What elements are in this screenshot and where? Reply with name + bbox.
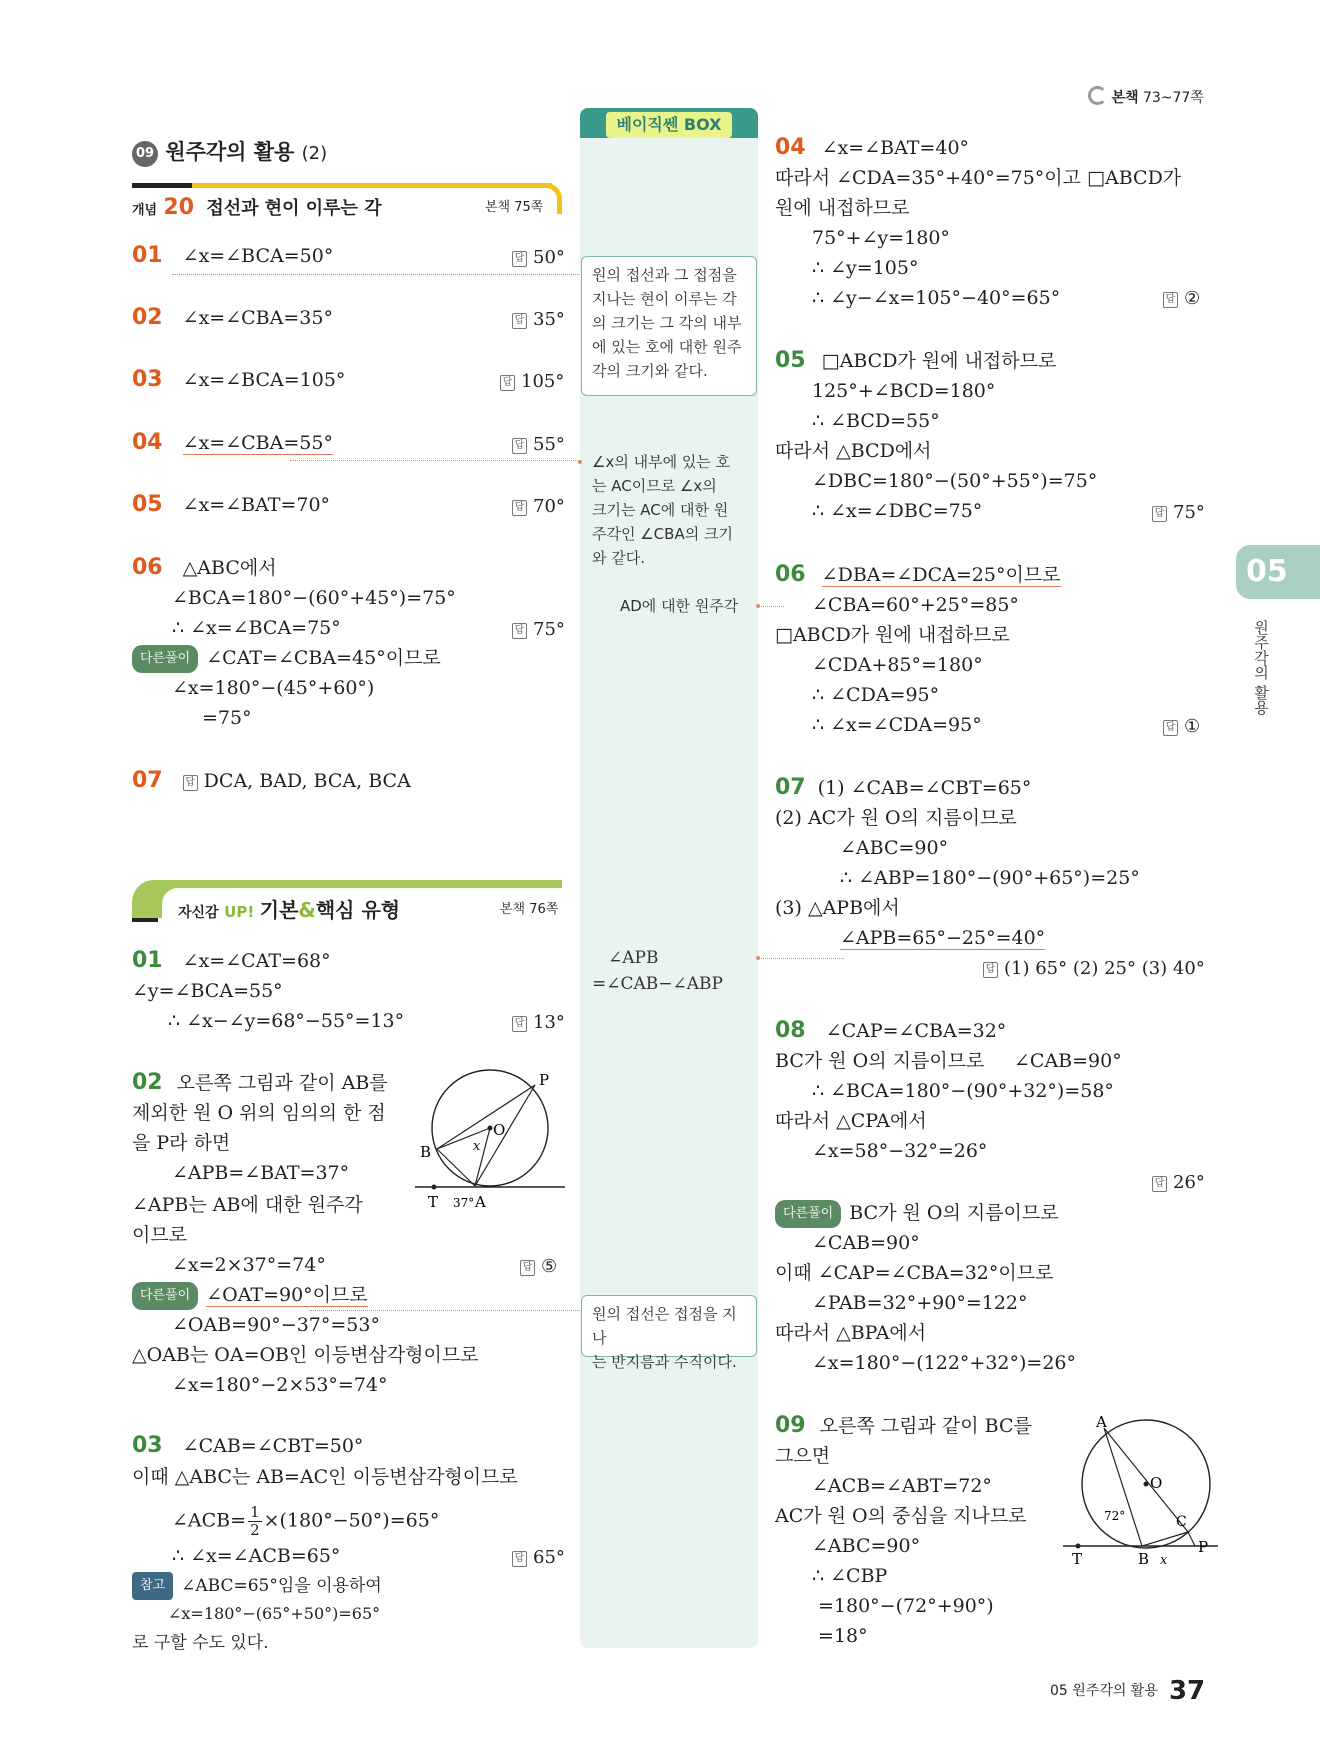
note1-line2: 지나는 현이 이루는 각 bbox=[592, 290, 737, 308]
answer-icon: 답 bbox=[500, 375, 515, 391]
note-dot bbox=[578, 460, 582, 464]
r05-text4: 따라서 △BCD에서 bbox=[775, 440, 932, 462]
r09-line1 bbox=[775, 1413, 1032, 1439]
b02-text2: 제외한 원 O 위의 임의의 한 점 bbox=[132, 1102, 386, 1124]
r06-text1: ∠DBA=∠DCA=25°이므로 bbox=[821, 564, 1061, 586]
reference-icon bbox=[1088, 86, 1107, 105]
b03-answer bbox=[512, 1547, 565, 1568]
b01-line1 bbox=[132, 948, 331, 974]
q06-text4: ∠CAT=∠CBA=45°이므로 bbox=[206, 647, 441, 669]
q06-text3: ∴ ∠x=∠BCA=75° bbox=[172, 617, 341, 639]
r08-text2b: ∠CAB=90° bbox=[1014, 1050, 1122, 1072]
note4-line2: =∠CAB−∠ABP bbox=[592, 974, 723, 994]
b02-alt bbox=[132, 1282, 368, 1310]
b03-text4: ∴ ∠x=∠ACB=65° bbox=[172, 1545, 341, 1567]
b03-text7: 로 구할 수도 있다. bbox=[132, 1633, 269, 1653]
b03-text6: ∠x=180°−(65°+50°)=65° bbox=[168, 1604, 381, 1623]
b02-text4: ∠APB=∠BAT=37° bbox=[172, 1162, 350, 1184]
answer-icon: 답 bbox=[1163, 720, 1178, 736]
alt-solution-badge: 다른풀이 bbox=[132, 645, 198, 673]
q04-text: ∠x=∠CBA=55° bbox=[182, 432, 333, 454]
section-badge: 09 bbox=[132, 141, 158, 167]
r06-line1 bbox=[775, 562, 1061, 588]
confidence-ref: 본책 76쪽 bbox=[500, 902, 559, 917]
note-dot bbox=[756, 604, 760, 608]
note2-line4: 주각인 ∠CBA의 크기 bbox=[592, 525, 733, 543]
r09-text5: ∠ABC=90° bbox=[812, 1535, 921, 1557]
q01-answer-value: 50° bbox=[533, 247, 565, 268]
footer-chapter: 05 원주각의 활용 bbox=[1050, 1683, 1158, 1699]
fig2-label-p: P bbox=[1198, 1538, 1209, 1556]
r08-alt bbox=[775, 1200, 1059, 1228]
r08-text3: ∴ ∠BCA=180°−(90°+32°)=58° bbox=[812, 1080, 1114, 1102]
q02-number: 02 bbox=[132, 305, 163, 330]
fig2-label-b: B bbox=[1138, 1550, 1150, 1567]
note2-line3: 크기는 AC에 대한 원 bbox=[592, 501, 729, 519]
q04-answer bbox=[512, 434, 565, 455]
q06-line1 bbox=[132, 555, 277, 581]
r04-text3: 원에 내접하므로 bbox=[775, 197, 910, 219]
r07-text5: (3) △APB에서 bbox=[775, 897, 900, 919]
r08-answer bbox=[1152, 1172, 1205, 1193]
r09-text2: 그으면 bbox=[775, 1445, 831, 1467]
r08-text8: 이때 ∠CAP=∠CBA=32°이므로 bbox=[775, 1262, 1054, 1284]
q03-text: ∠x=∠BCA=105° bbox=[182, 369, 346, 391]
q05-number: 05 bbox=[132, 492, 163, 517]
b02-text3: 을 P라 하면 bbox=[132, 1132, 231, 1154]
b03-text5: ∠ABC=65°임을 이용하여 bbox=[181, 1576, 382, 1596]
r05-text5: ∠DBC=180°−(50°+55°)=75° bbox=[812, 470, 1098, 492]
concept-title: 접선과 현이 이루는 각 bbox=[206, 198, 382, 219]
b02-text11: ∠x=180°−2×53°=74° bbox=[172, 1374, 388, 1396]
b02-text7: ∠x=2×37°=74° bbox=[172, 1254, 326, 1276]
section-title bbox=[132, 136, 327, 167]
r09-text8: =18° bbox=[818, 1625, 868, 1647]
b03-number: 03 bbox=[132, 1433, 163, 1458]
q02-answer-value: 35° bbox=[533, 309, 565, 330]
b03-text2: 이때 △ABC는 AB=AC인 이등변삼각형이므로 bbox=[132, 1466, 518, 1488]
footer bbox=[1050, 1676, 1205, 1706]
r09-text4: AC가 원 O의 중심을 지나므로 bbox=[775, 1505, 1027, 1527]
q06-number: 06 bbox=[132, 555, 163, 580]
b02-text9: ∠OAB=90°−37°=53° bbox=[172, 1314, 380, 1336]
r05-text1: □ABCD가 원에 내접하므로 bbox=[821, 350, 1057, 372]
r09-text7: =180°−(72°+90°) bbox=[818, 1595, 994, 1617]
reference-badge: 참고 bbox=[132, 1572, 173, 1600]
q06-text5: ∠x=180°−(45°+60°) bbox=[172, 677, 375, 699]
r04-text4: 75°+∠y=180° bbox=[812, 227, 950, 249]
b01-number: 01 bbox=[132, 948, 163, 973]
b03-ref bbox=[132, 1572, 382, 1600]
reference-label: 본책 bbox=[1111, 90, 1139, 106]
confidence-title2: 핵심 유형 bbox=[315, 898, 401, 922]
b03-text3b: ×(180°−50°)=65° bbox=[263, 1509, 440, 1532]
r07-text1: (1) ∠CAB=∠CBT=65° bbox=[817, 777, 1032, 799]
r09-number: 09 bbox=[775, 1413, 806, 1438]
r08-text6: BC가 원 O의 지름이므로 bbox=[849, 1202, 1059, 1224]
b03-text1: ∠CAB=∠CBT=50° bbox=[182, 1435, 364, 1457]
concept-bar-black bbox=[132, 183, 192, 188]
section-title-text: 원주각의 활용 bbox=[165, 140, 295, 164]
r05-text6: ∴ ∠x=∠DBC=75° bbox=[812, 500, 983, 522]
r08-text10: 따라서 △BPA에서 bbox=[775, 1322, 927, 1344]
answer-icon: 답 bbox=[1152, 1176, 1167, 1192]
r04-number: 04 bbox=[775, 135, 806, 160]
r07-text3: ∠ABC=90° bbox=[840, 837, 949, 859]
fig2-label-c: C bbox=[1176, 1514, 1187, 1530]
note-tangent-chord bbox=[581, 256, 757, 396]
b01-text1: ∠x=∠CAT=68° bbox=[182, 950, 331, 972]
confidence-prefix: 자신감 bbox=[178, 905, 219, 921]
alt-solution-badge: 다른풀이 bbox=[775, 1200, 841, 1228]
b03-text3a: ∠ACB= bbox=[172, 1509, 247, 1532]
reference-pages: 73~77쪽 bbox=[1142, 90, 1204, 106]
answer-icon: 답 bbox=[983, 962, 998, 978]
r05-number: 05 bbox=[775, 348, 806, 373]
fraction bbox=[248, 1504, 262, 1539]
note5-line2: 는 반지름과 수직이다. bbox=[592, 1353, 737, 1371]
note1-line5: 각의 크기와 같다. bbox=[592, 362, 708, 380]
q03-answer bbox=[500, 371, 564, 392]
r08-line1 bbox=[775, 1018, 1006, 1044]
confidence-bar-black bbox=[132, 918, 158, 922]
dotted-leader bbox=[758, 958, 844, 959]
answer-icon: 답 bbox=[512, 623, 527, 639]
q06-text6: =75° bbox=[202, 707, 252, 729]
answer-icon: 답 bbox=[520, 1260, 535, 1276]
r06-text5: ∴ ∠CDA=95° bbox=[812, 684, 940, 706]
note2-line2: 는 AC이므로 ∠x의 bbox=[592, 477, 717, 495]
b02-text1: 오른쪽 그림과 같이 AB를 bbox=[176, 1072, 388, 1094]
answer-icon: 답 bbox=[512, 313, 527, 329]
fig2-label-t: T bbox=[1072, 1550, 1083, 1567]
note-dot bbox=[756, 956, 760, 960]
fig1-label-b: B bbox=[420, 1143, 432, 1161]
r04-text2: 따라서 ∠CDA=35°+40°=75°이고 □ABCD가 bbox=[775, 167, 1182, 189]
b02-text6: 이므로 bbox=[132, 1224, 188, 1246]
r06-number: 06 bbox=[775, 562, 806, 587]
b02-answer-value: ⑤ bbox=[541, 1256, 558, 1277]
note-arc-ad: AD에 대한 원주각 bbox=[620, 597, 739, 615]
r04-answer bbox=[1163, 288, 1200, 309]
q07-line bbox=[132, 768, 411, 794]
dotted-leader bbox=[758, 606, 784, 607]
basic-box-label: 베이직쎈 BOX bbox=[606, 112, 732, 138]
r07-text2: (2) AC가 원 O의 지름이므로 bbox=[775, 807, 1017, 829]
answer-icon: 답 bbox=[183, 775, 198, 791]
b01-text2: ∠y=∠BCA=55° bbox=[132, 980, 283, 1002]
fraction-denominator: 2 bbox=[250, 1521, 260, 1539]
q06-answer bbox=[512, 619, 565, 640]
note5-line1: 원의 접선은 접점을 지나 bbox=[592, 1305, 737, 1347]
q02-line bbox=[132, 305, 333, 331]
q05-text: ∠x=∠BAT=70° bbox=[182, 494, 331, 516]
q04-number: 04 bbox=[132, 430, 163, 455]
q03-number: 03 bbox=[132, 367, 163, 392]
r09-text6: ∴ ∠CBP bbox=[812, 1565, 888, 1587]
b02-text5: ∠APB는 AB에 대한 원주각 bbox=[132, 1194, 363, 1216]
note-apb bbox=[592, 945, 723, 997]
r06-answer bbox=[1163, 716, 1200, 737]
q01-answer bbox=[512, 247, 565, 268]
confidence-amp: & bbox=[298, 898, 316, 922]
fig1-angle: 37° bbox=[453, 1196, 475, 1210]
confidence-title1: 기본 bbox=[259, 898, 299, 922]
note-tangent-radius bbox=[581, 1295, 757, 1371]
q06-text2: ∠BCA=180°−(60°+45°)=75° bbox=[172, 587, 456, 609]
answer-icon: 답 bbox=[1163, 292, 1178, 308]
concept-prefix: 개념 bbox=[132, 203, 158, 218]
r06-text6: ∴ ∠x=∠CDA=95° bbox=[812, 714, 982, 736]
b03-text3 bbox=[172, 1504, 439, 1539]
r08-text1: ∠CAP=∠CBA=32° bbox=[825, 1020, 1007, 1042]
chapter-number: 05 bbox=[1246, 554, 1288, 589]
chapter-vertical-title: 원주각의 활용 bbox=[1252, 620, 1270, 715]
r05-line1 bbox=[775, 348, 1056, 374]
b01-answer bbox=[512, 1012, 565, 1033]
note1-line3: 의 크기는 그 각의 내부 bbox=[592, 314, 742, 332]
b02-answer bbox=[520, 1256, 557, 1277]
r07-text6-wrap bbox=[840, 925, 1045, 951]
b02-text10: △OAB는 OA=OB인 이등변삼각형이므로 bbox=[132, 1344, 479, 1366]
note2-line1: ∠x의 내부에 있는 호 bbox=[592, 453, 731, 471]
fig1-label-p: P bbox=[539, 1071, 550, 1089]
q04-answer-value: 55° bbox=[533, 434, 565, 455]
concept-bar-yellow bbox=[192, 183, 552, 188]
fig2-label-x: x bbox=[1160, 1553, 1168, 1567]
note2-line5: 와 같다. bbox=[592, 549, 646, 567]
page-number: 37 bbox=[1168, 1676, 1206, 1706]
circle-figure-1 bbox=[415, 1065, 565, 1220]
b01-text3: ∴ ∠x−∠y=68°−55°=13° bbox=[168, 1010, 405, 1032]
r04-line1 bbox=[775, 135, 969, 161]
r04-text6: ∴ ∠y−∠x=105°−40°=65° bbox=[812, 287, 1061, 309]
page-reference bbox=[1088, 86, 1204, 107]
concept-number: 20 bbox=[163, 195, 195, 220]
r07-text6: ∠APB=65°−25°=40° bbox=[840, 927, 1046, 949]
note4-line1: ∠APB bbox=[608, 948, 659, 968]
note1-line1: 원의 접선과 그 접점을 bbox=[592, 266, 737, 284]
q05-line bbox=[132, 492, 330, 518]
r09-text1: 오른쪽 그림과 같이 BC를 bbox=[819, 1415, 1032, 1437]
r07-text4: ∴ ∠ABP=180°−(90°+65°)=25° bbox=[840, 867, 1140, 889]
circle-figure-2 bbox=[1058, 1412, 1218, 1567]
q04-line bbox=[132, 430, 333, 456]
q01-number: 01 bbox=[132, 243, 163, 268]
q03-answer-value: 105° bbox=[521, 371, 565, 392]
q01-line bbox=[132, 243, 333, 269]
r07-answer bbox=[983, 958, 1205, 979]
q02-text: ∠x=∠CBA=35° bbox=[182, 307, 333, 329]
r04-text5: ∴ ∠y=105° bbox=[812, 257, 919, 279]
fig2-angle: 72° bbox=[1104, 1509, 1126, 1523]
fig1-label-t: T bbox=[428, 1193, 439, 1211]
q01-text: ∠x=∠BCA=50° bbox=[182, 245, 334, 267]
r06-answer-value: ① bbox=[1184, 716, 1201, 737]
answer-icon: 답 bbox=[512, 1016, 527, 1032]
section-title-suffix: (2) bbox=[301, 143, 328, 164]
b02-number: 02 bbox=[132, 1070, 163, 1095]
fig2-label-o: O bbox=[1150, 1474, 1163, 1492]
dotted-leader bbox=[172, 274, 580, 275]
b03-answer-value: 65° bbox=[533, 1547, 565, 1568]
fig1-label-x: x bbox=[473, 1139, 481, 1154]
note1-line4: 에 있는 호에 대한 원주 bbox=[592, 338, 742, 356]
answer-icon: 답 bbox=[512, 500, 527, 516]
fig2-label-a: A bbox=[1096, 1413, 1107, 1431]
q06-answer-value: 75° bbox=[533, 619, 565, 640]
q02-answer bbox=[512, 309, 565, 330]
b02-line1 bbox=[132, 1070, 388, 1096]
r08-text5: ∠x=58°−32°=26° bbox=[812, 1140, 988, 1162]
r05-text2: 125°+∠BCD=180° bbox=[812, 380, 996, 402]
answer-icon: 답 bbox=[512, 1551, 527, 1567]
note-angle-x bbox=[592, 450, 758, 570]
r08-answer-value: 26° bbox=[1173, 1172, 1205, 1193]
r08-text4: 따라서 △CPA에서 bbox=[775, 1110, 927, 1132]
b03-line1 bbox=[132, 1433, 363, 1459]
q06-text1: △ABC에서 bbox=[182, 557, 277, 579]
r07-answer-value: (1) 65° (2) 25° (3) 40° bbox=[1004, 958, 1205, 979]
chapter-tab bbox=[1236, 545, 1320, 599]
r05-text3: ∴ ∠BCD=55° bbox=[812, 410, 940, 432]
r04-text1: ∠x=∠BAT=40° bbox=[821, 137, 970, 159]
r06-text4: ∠CDA+85°=180° bbox=[812, 654, 983, 676]
r07-number: 07 bbox=[775, 775, 806, 800]
fig1-label-a: A bbox=[475, 1193, 486, 1211]
r04-answer-value: ② bbox=[1184, 288, 1201, 309]
r05-answer bbox=[1152, 502, 1205, 523]
answer-icon: 답 bbox=[512, 438, 527, 454]
concept-ref: 본책 75쪽 bbox=[485, 200, 544, 215]
r07-line1 bbox=[775, 775, 1031, 801]
q05-answer-value: 70° bbox=[533, 496, 565, 517]
concept-heading bbox=[132, 194, 382, 220]
q06-alt bbox=[132, 645, 441, 673]
dotted-leader bbox=[310, 1310, 580, 1311]
r08-text7: ∠CAB=90° bbox=[812, 1232, 920, 1254]
q07-text: DCA, BAD, BCA, BCA bbox=[203, 770, 411, 792]
r06-text2: ∠CBA=60°+25°=85° bbox=[812, 594, 1019, 616]
r05-answer-value: 75° bbox=[1173, 502, 1205, 523]
confidence-heading bbox=[178, 894, 400, 923]
q03-line bbox=[132, 367, 345, 393]
dotted-leader bbox=[290, 460, 580, 461]
r08-number: 08 bbox=[775, 1018, 806, 1043]
fraction-numerator: 1 bbox=[250, 1503, 260, 1521]
r08-text2a: BC가 원 O의 지름이므로 bbox=[775, 1050, 985, 1072]
r08-text11: ∠x=180°−(122°+32°)=26° bbox=[812, 1352, 1077, 1374]
answer-icon: 답 bbox=[512, 251, 527, 267]
confidence-up: UP! bbox=[224, 903, 255, 921]
q07-number: 07 bbox=[132, 768, 163, 793]
answer-icon: 답 bbox=[1152, 506, 1167, 522]
alt-solution-badge: 다른풀이 bbox=[132, 1282, 198, 1310]
b02-text8: ∠OAT=90°이므로 bbox=[206, 1284, 368, 1306]
fig1-label-o: O bbox=[493, 1121, 506, 1139]
r08-text9: ∠PAB=32°+90°=122° bbox=[812, 1292, 1028, 1314]
r09-text3: ∠ACB=∠ABT=72° bbox=[812, 1475, 992, 1497]
q05-answer bbox=[512, 496, 565, 517]
b01-answer-value: 13° bbox=[533, 1012, 565, 1033]
r06-text3: □ABCD가 원에 내접하므로 bbox=[775, 624, 1010, 646]
